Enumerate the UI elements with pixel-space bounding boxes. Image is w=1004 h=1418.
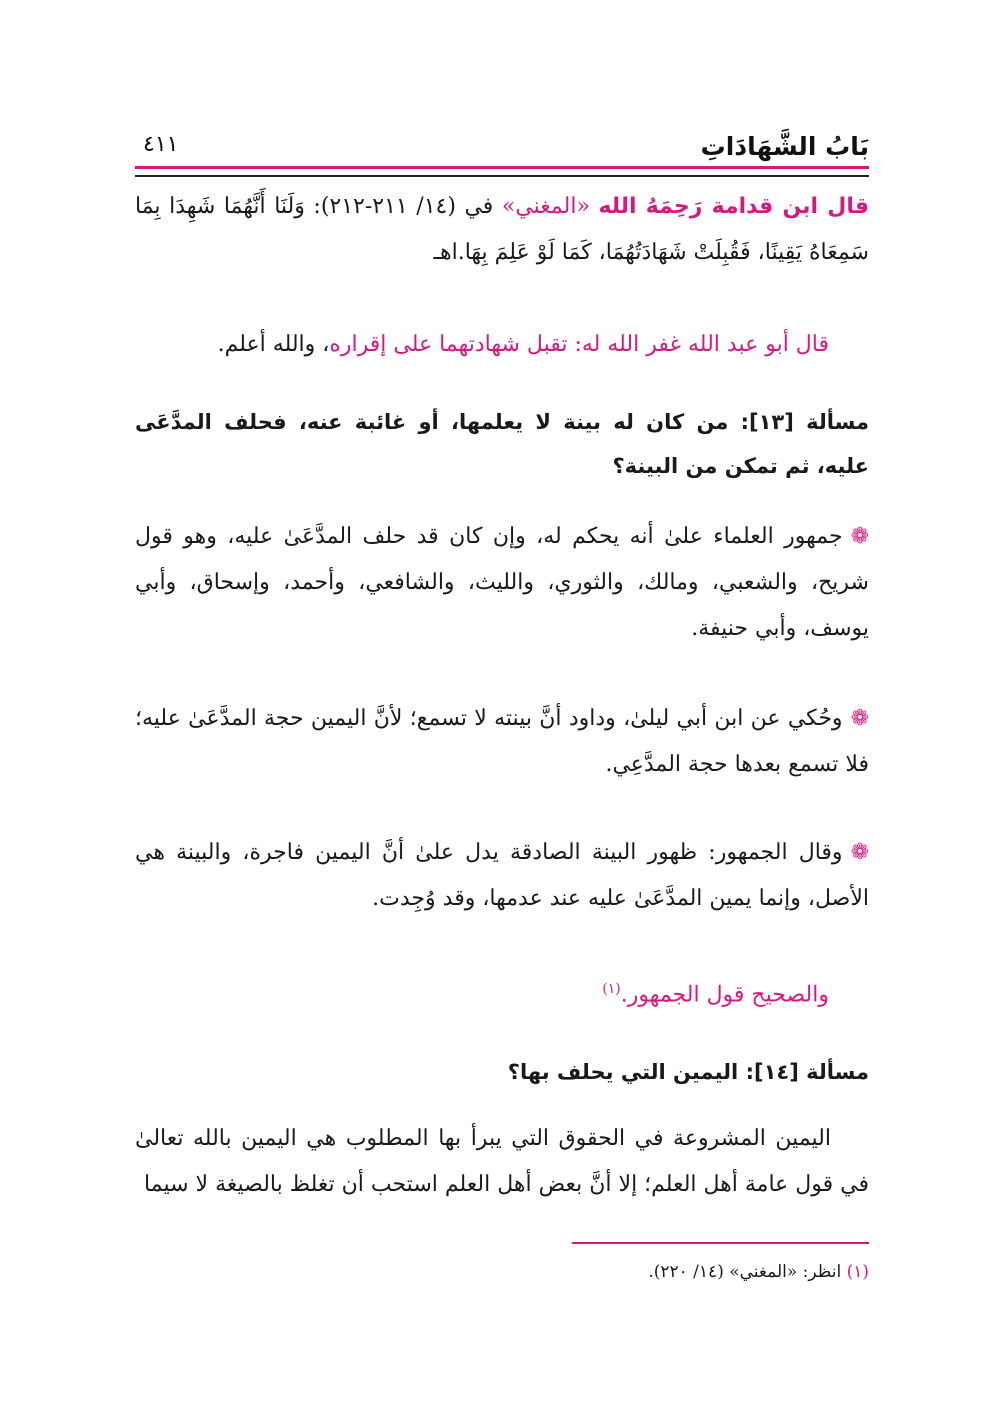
header-rule [135, 175, 869, 177]
quote-paragraph [135, 184, 869, 276]
question-13-label: مسألة [١٣]: [740, 410, 869, 434]
answer-14-paragraph [135, 1116, 869, 1208]
page-number: ٤١١ [143, 132, 179, 157]
footnote-rule [572, 1242, 869, 1244]
flower-bullet-icon: ❁ [850, 706, 869, 731]
flower-bullet-icon: ❁ [850, 524, 869, 549]
answer-13-text-3: وقال الجمهور: ظهور البينة الصادقة يدل علىٰ أنَّ اليمين فاجرة، والبينة هي الأصل، وإنما يمين المدَّعَىٰ عليه عند عدمها، وقد وُجِدت. [135, 840, 869, 911]
author-note-highlight: قال أبو عبد الله غفر الله له: تقبل شهادتهما على إقراره [329, 332, 829, 357]
answer-13-paragraph-2 [135, 696, 869, 788]
footnote [135, 1262, 869, 1282]
quote-lead: قال ابن قدامة رَحِمَهُ الله [598, 194, 869, 219]
author-note [135, 322, 869, 368]
question-14 [135, 1050, 869, 1094]
running-title: بَابُ الشَّهَادَاتِ [700, 132, 869, 161]
conclusion-13 [135, 966, 869, 1018]
answer-13-paragraph-3 [135, 830, 869, 922]
conclusion-text: والصحيح قول الجمهور. [620, 982, 829, 1008]
header-rule-accent [135, 166, 869, 169]
question-14-label: مسألة [١٤]: [745, 1060, 869, 1084]
flower-bullet-icon: ❁ [850, 840, 869, 865]
question-13 [135, 400, 869, 488]
quote-ref: «المغني» [501, 194, 590, 219]
footnote-text: انظر: «المغني» (١٤/ ٢٢٠). [648, 1262, 847, 1282]
page-header [135, 118, 869, 168]
footnote-ref[interactable]: (١) [602, 981, 621, 997]
answer-14-text: اليمين المشروعة في الحقوق التي يبرأ بها المطلوب هي اليمين بالله تعالىٰ في قول عامة أهل العلم؛ إلا أنَّ بعض أهل العلم استحب أن تغلظ بالصيغة لا سيما [135, 1126, 869, 1197]
quote-text: في (١٤/ ٢١١-٢١٢): وَلَنَا أَنَّهُمَا شَهِدَا بِمَا سَمِعَاهُ يَقِينًا، فَقُبِلَتْ شَهَادَتُهُمَا، كَمَا لَوْ عَلِمَ بِهَا.اهـ [135, 194, 869, 265]
answer-13-text-1: جمهور العلماء علىٰ أنه يحكم له، وإن كان قد حلف المدَّعَىٰ عليه، وهو قول شريح، والشعبي، ومالك، والثوري، والليث، والشافعي، وأحمد، وإسحاق، وأبي يوسف، وأبي حنيفة. [135, 524, 869, 641]
answer-13-paragraph-1 [135, 514, 869, 652]
author-note-rest: ، والله أعلم. [217, 332, 330, 357]
footnote-mark: (١) [846, 1262, 869, 1282]
question-13-text: من كان له بينة لا يعلمها، أو غائبة عنه، فحلف المدَّعَى عليه، ثم تمكن من البينة؟ [135, 410, 869, 478]
question-14-text: اليمين التي يحلف بها؟ [507, 1060, 746, 1084]
answer-13-text-2: وحُكي عن ابن أبي ليلىٰ، وداود أنَّ بينته لا تسمع؛ لأنَّ اليمين حجة المدَّعَىٰ عليه؛ فلا تسمع بعدها حجة المدَّعِي. [135, 706, 869, 777]
